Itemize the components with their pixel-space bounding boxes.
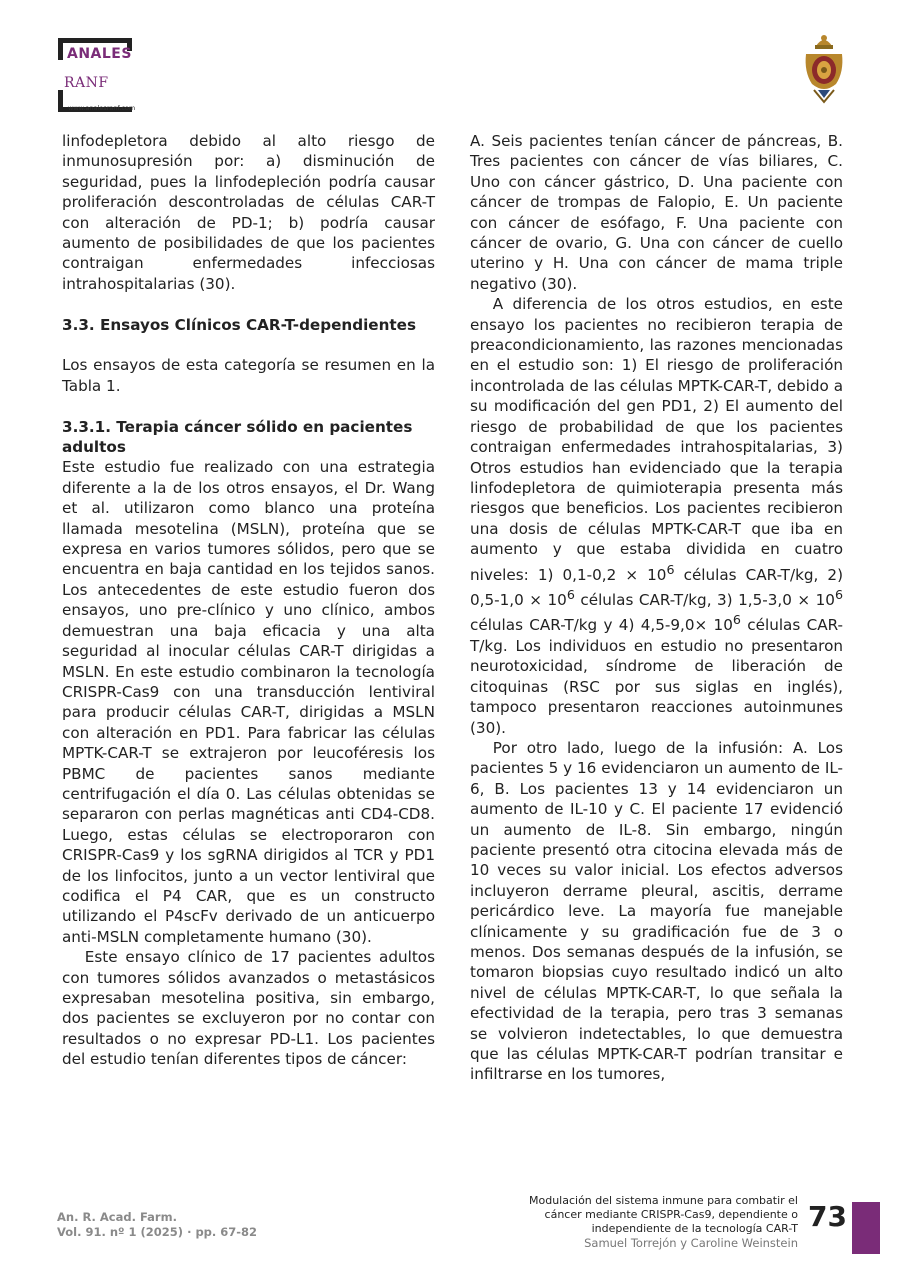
text-run: células CAR-T/kg. Los individuos en estudio no presentaron neurotoxicidad, síndrome de liberación de citoquinas (RSC por sus siglas en inglés), tampoco presentaron reacciones autoinmunes (30). xyxy=(470,616,843,737)
running-title-line: Modulación del sistema inmune para combatir el xyxy=(529,1194,798,1207)
text-run: A diferencia de los otros estudios, en este ensayo los pacientes no recibieron terapia de preacondicionamiento, las razones mencionadas en el estudio son: 1) El riesgo de proliferación incontrolada de las células MPTK-CAR-T, debido a su modificación del gen PD1, 2) El aumento del riesgo de probabilidad de que los pacientes contraigan enfermedades intrahospitalarias, 3) Otros estudios han evidenciado que la terapia linfodepletora de quimioterapia presenta más riesgos que beneficios. Los pacientes recibieron una dosis de células MPTK-CAR-T que iba en aumento y que estaba dividida en cuatro niveles: 1) 0,1-0,2 × 10 xyxy=(470,295,843,584)
logo-title: ANALES xyxy=(67,46,132,62)
journal-name: An. R. Acad. Farm. xyxy=(57,1210,177,1224)
running-title-line: independiente de la tecnología CAR-T xyxy=(591,1222,798,1235)
logo-frame-top xyxy=(58,38,132,43)
authors: Samuel Torrejón y Caroline Weinstein xyxy=(584,1236,798,1250)
paragraph: Los ensayos de esta categoría se resumen en la Tabla 1. xyxy=(62,356,435,395)
section-heading: 3.3. Ensayos Clínicos CAR-T-dependientes xyxy=(62,315,417,334)
journal-citation xyxy=(57,1210,257,1240)
paragraph: linfodepletora debido al alto riesgo de inmunosupresión por: a) disminución de seguridad, pues la linfodepleción podría causar proliferación descontroladas de células CAR-T con alteración de PD-1; b) podría causar aumento de posibilidades de que los pacientes contraigan enfermedades infecciosas intrahospitalarias (30). xyxy=(62,132,435,293)
academy-crest-icon xyxy=(802,32,846,104)
paragraph: A. Seis pacientes tenían cáncer de páncreas, B. Tres pacientes con cáncer de vías biliares, C. Uno con cáncer gástrico, D. Una paciente con cáncer de trompas de Falopio, E. Un paciente con cáncer de esófago, F. Una paciente con cáncer de ovario, G. Una con cáncer de cuello uterino y H. Una con cáncer de mama triple negativo (30). xyxy=(470,132,843,293)
paragraph: Este estudio fue realizado con una estrategia diferente a la de los otros ensayos, el Dr. Wang et al. utilizaron como blanco una proteína llamada mesotelina (MSLN), proteína que se expresa en varios tumores sólidos, pero que se encuentra en baja cantidad en los tejidos sanos. Los antecedentes de este estudio fueron dos ensayos, uno pre-clínico y uno clínico, ambos demuestran una baja eficacia y una alta seguridad al inocular células CAR-T dirigidas a MSLN. En este estudio combinaron la tecnología CRISPR-Cas9 con una transducción lentiviral para producir células CAR-T, dirigidas a MSLN con alteración en PD1. Para fabricar las células MPTK-CAR-T se extrajeron por leucoféresis los PBMC de pacientes sanos mediante centrifugación el día 0. Las células obtenidas se separaron con perlas magnéticas anti CD4-CD8. Luego, estas células se electroporaron con CRISPR-Cas9 y los sgRNA dirigidos al TCR y PD1 de los linfocitos, junto a un vector lentiviral que codifica el P4 CAR, que es un constructo utilizando el P4scFv derivado de un anticuerpo anti-MSLN completamente humano (30). xyxy=(62,458,435,946)
right-column xyxy=(470,131,843,1085)
logo-url: www.analesranf.com xyxy=(68,104,136,112)
text-run: células CAR-T/kg y 4) 4,5-9,0× 10 xyxy=(470,616,733,635)
subsection-heading: 3.3.1. Terapia cáncer sólido en pacientes adultos xyxy=(62,417,413,457)
running-title xyxy=(458,1194,798,1250)
text-run: células CAR-T/kg, 2) 0,5-1,0 × 10 xyxy=(470,565,843,610)
paragraph: Este ensayo clínico de 17 pacientes adultos con tumores sólidos avanzados o metastásicos expresaban mesotelina positiva, sin embargo, dos pacientes se excluyeron por no contar con resultados o no expresar PD-L1. Los pacientes del estudio tenían diferentes tipos de cáncer: xyxy=(62,948,435,1069)
journal-volume: Vol. 91. nº 1 (2025) · pp. 67-82 xyxy=(57,1225,258,1239)
superscript: 6 xyxy=(732,612,741,628)
left-column xyxy=(62,131,435,1070)
superscript: 6 xyxy=(834,587,843,602)
logo-subtitle: RANF xyxy=(64,75,109,91)
running-title-line: cáncer mediante CRISPR-Cas9, dependiente o xyxy=(544,1208,798,1221)
paragraph: Por otro lado, luego de la infusión: A. Los pacientes 5 y 16 evidenciaron un aumento de IL-6, B. Los pacientes 13 y 14 evidenciaron un aumento de IL-10 y C. El paciente 17 evidenció un aumento de IL-8. Sin embargo, ningún paciente presentó otra citocina elevada más de 10 veces su valor inicial. Los efectos adversos incluyeron derrame pleural, ascitis, derrame pericárdico leve. La mayoría fue manejable clínicamente y su gradificación fue de 3 o menos. Dos semanas después de la infusión, se tomaron biopsias cuyo resultado indicó un alto nivel de células MPTK-CAR-T, lo que señala la efectividad de la terapia, pero tras 3 semanas se volvieron indetectables, lo que demuestra que las células MPTK-CAR-T podrían transitar e infiltrarse en los tumores, xyxy=(470,738,843,1084)
superscript: 6 xyxy=(566,587,575,602)
journal-logo xyxy=(56,34,186,118)
logo-frame-left xyxy=(58,38,63,60)
superscript: 6 xyxy=(666,561,675,577)
text-run: células CAR-T/kg, 3) 1,5-3,0 × 10 xyxy=(574,591,835,610)
page-number: 73 xyxy=(808,1200,847,1233)
page-tab-marker xyxy=(852,1202,880,1254)
paragraph-dosage xyxy=(470,294,843,738)
